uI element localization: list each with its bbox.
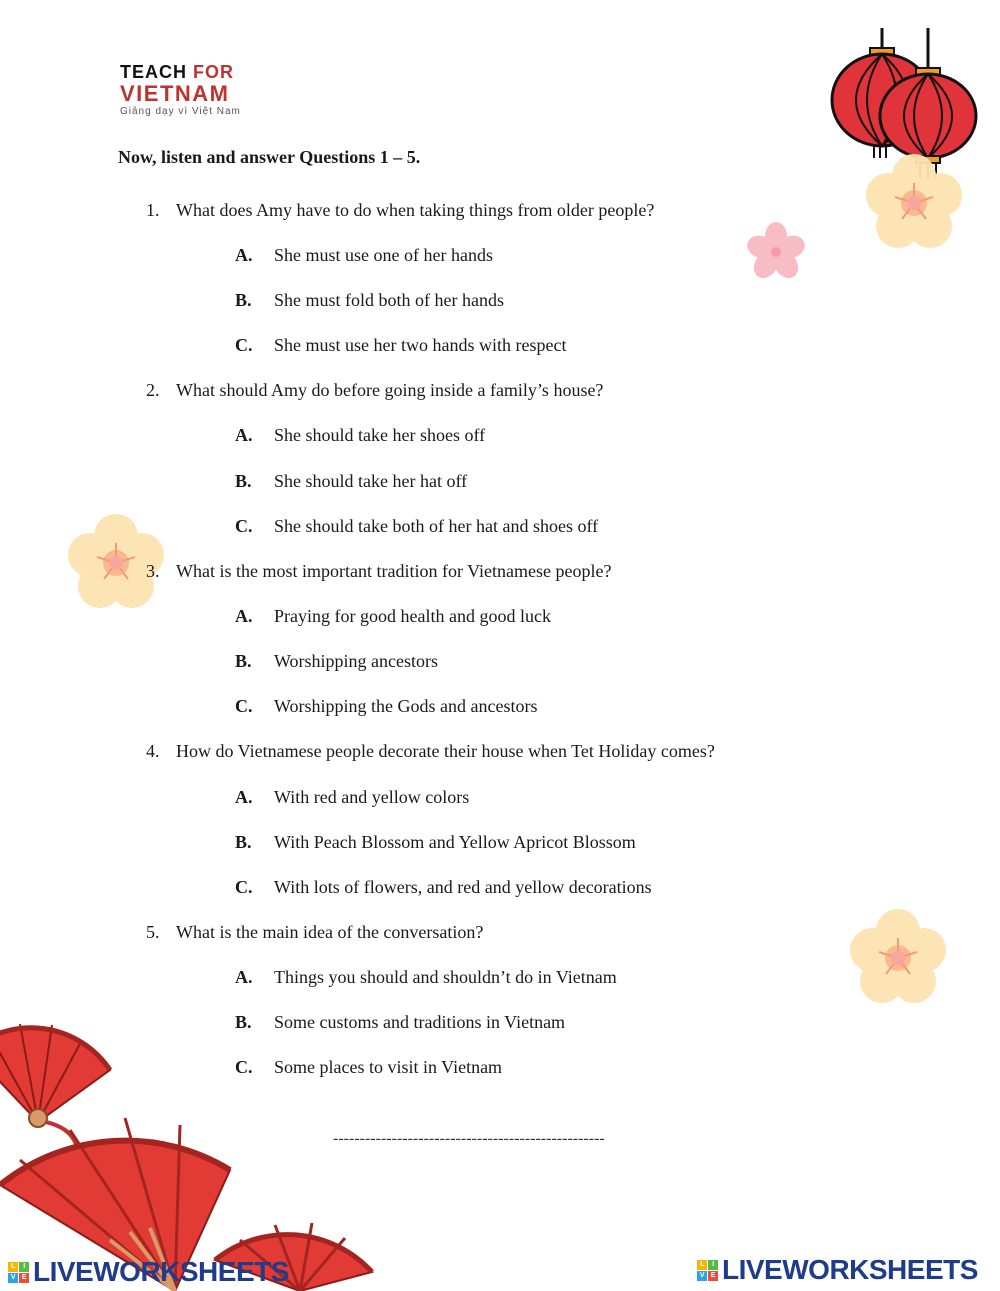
- option-text: Some places to visit in Vietnam: [274, 1057, 503, 1077]
- logo-for: FOR: [193, 62, 234, 82]
- option-3a: A. Praying for good health and good luck: [235, 606, 551, 626]
- option-1c: C. She must use her two hands with respect: [235, 335, 567, 355]
- option-text: Worshipping ancestors: [274, 651, 439, 671]
- option-text: Some customs and traditions in Vietnam: [274, 1012, 566, 1032]
- option-5a: A. Things you should and shouldn’t do in Vietnam: [235, 967, 617, 987]
- option-5b: B. Some customs and traditions in Vietnam: [235, 1012, 566, 1032]
- option-text: Praying for good health and good luck: [274, 606, 551, 626]
- option-2c: C. She should take both of her hat and shoes off: [235, 516, 599, 536]
- liveworksheets-watermark: [697, 1254, 978, 1286]
- liveworksheets-logo-icon: L I V E: [8, 1262, 29, 1283]
- option-2b: B. She should take her hat off: [235, 471, 468, 491]
- apricot-flower-icon: [846, 908, 950, 1008]
- option-1b: B. She must fold both of her hands: [235, 290, 504, 310]
- option-text: She must fold both of her hands: [274, 290, 504, 310]
- option-text: She must use one of her hands: [274, 245, 493, 265]
- option-text: Worshipping the Gods and ancestors: [274, 696, 538, 716]
- option-text: With lots of flowers, and red and yellow decorations: [274, 877, 652, 897]
- peach-blossom-icon: [745, 222, 807, 282]
- question-text: What does Amy have to do when taking things from older people?: [176, 200, 655, 220]
- question-2: 2. What should Amy do before going inside a family’s house?: [146, 380, 604, 400]
- question-text: What should Amy do before going inside a family’s house?: [176, 380, 604, 400]
- question-text: How do Vietnamese people decorate their house when Tet Holiday comes?: [176, 741, 715, 761]
- option-4b: B. With Peach Blossom and Yellow Apricot Blossom: [235, 832, 636, 852]
- instruction-heading: Now, listen and answer Questions 1 – 5.: [118, 147, 421, 167]
- option-text: With red and yellow colors: [274, 787, 470, 807]
- option-4a: A. With red and yellow colors: [235, 787, 470, 807]
- liveworksheets-logo-icon: L I V E: [697, 1260, 718, 1281]
- logo-vietnam: VIETNAM: [120, 81, 230, 106]
- option-3b: B. Worshipping ancestors: [235, 651, 439, 671]
- question-3: 3. What is the most important tradition for Vietnamese people?: [146, 561, 612, 581]
- apricot-flower-icon: [862, 153, 966, 253]
- logo-teach: TEACH: [120, 62, 193, 82]
- end-divider: ---------------------------------------------------: [333, 1130, 605, 1147]
- question-4: 4. How do Vietnamese people decorate their house when Tet Holiday comes?: [146, 741, 715, 761]
- option-text: With Peach Blossom and Yellow Apricot Blossom: [274, 832, 636, 852]
- watermark-text: LIVEWORKSHEETS: [33, 1256, 289, 1287]
- red-fans-decoration: [0, 1010, 380, 1291]
- question-text: What is the most important tradition for Vietnamese people?: [176, 561, 612, 581]
- option-text: She should take both of her hat and shoes off: [274, 516, 599, 536]
- watermark-text: LIVEWORKSHEETS: [722, 1254, 978, 1285]
- question-text: What is the main idea of the conversation?: [176, 922, 484, 942]
- option-text: Things you should and shouldn’t do in Vietnam: [274, 967, 617, 987]
- option-text: She should take her hat off: [274, 471, 468, 491]
- liveworksheets-watermark: [8, 1256, 289, 1288]
- option-3c: C. Worshipping the Gods and ancestors: [235, 696, 538, 716]
- option-1a: A. She must use one of her hands: [235, 245, 493, 265]
- option-text: She must use her two hands with respect: [274, 335, 567, 355]
- option-5c: C. Some places to visit in Vietnam: [235, 1057, 503, 1077]
- teach-for-vietnam-logo: [120, 62, 300, 118]
- logo-tagline: Giảng dạy vì Việt Nam: [120, 106, 241, 117]
- option-2a: A. She should take her shoes off: [235, 425, 486, 445]
- question-5: 5. What is the main idea of the conversation?: [146, 922, 484, 942]
- question-1: 1. What does Amy have to do when taking things from older people?: [146, 200, 655, 220]
- option-text: She should take her shoes off: [274, 425, 486, 445]
- option-4c: C. With lots of flowers, and red and yellow decorations: [235, 877, 652, 897]
